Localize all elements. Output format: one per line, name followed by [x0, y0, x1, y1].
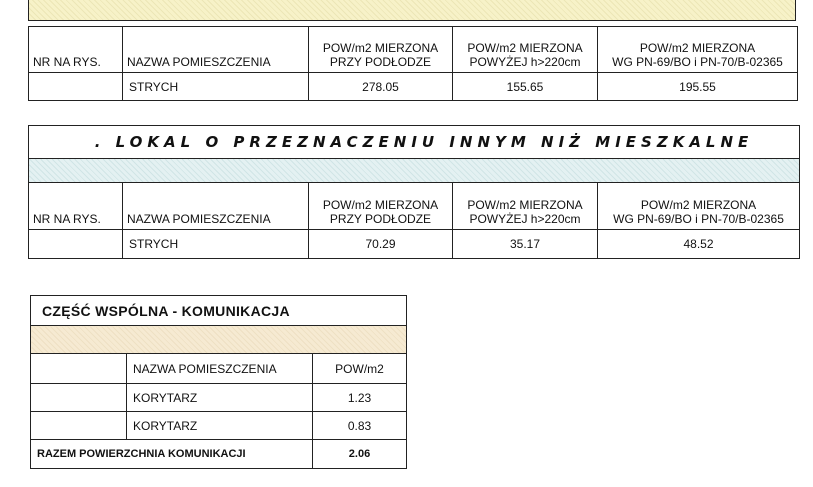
header-area-above: POW/m2 MIERZONA POWYŻEJ h>220cm — [453, 183, 598, 230]
cell-room-name: STRYCH — [123, 73, 309, 101]
hatched-band — [31, 326, 407, 354]
cell-nr — [31, 384, 127, 412]
header-area-norm: POW/m2 MIERZONA WG PN-69/BO i PN-70/B-02365 — [598, 183, 800, 230]
cell-area: 1.23 — [313, 384, 407, 412]
header-nr: NR NA RYS. — [29, 27, 123, 73]
header-floor-area: POW/m2 MIERZONA PRZY PODŁODZE — [309, 27, 453, 73]
common-area-title: CZĘŚĆ WSPÓLNA - KOMUNIKACJA — [31, 296, 407, 326]
cell-floor-area: 70.29 — [309, 230, 453, 259]
total-label: RAZEM POWIERZCHNIA KOMUNIKACJI — [31, 440, 313, 469]
cell-area-above: 35.17 — [453, 230, 598, 259]
cell-nr — [29, 230, 123, 259]
cell-area-norm: 48.52 — [598, 230, 800, 259]
cell-area: 0.83 — [313, 412, 407, 440]
table-row — [29, 230, 800, 259]
header-floor-area: POW/m2 MIERZONA PRZY PODŁODZE — [309, 183, 453, 230]
header-area-norm: POW/m2 MIERZONA WG PN-69/BO i PN-70/B-02365 — [598, 27, 798, 73]
header-room-name: NAZWA POMIESZCZENIA — [127, 354, 313, 384]
cell-floor-area: 278.05 — [309, 73, 453, 101]
cell-nr — [29, 73, 123, 101]
table-residential — [28, 26, 798, 101]
top-hatched-band — [28, 0, 796, 21]
table-row — [31, 412, 407, 440]
cell-room-name: KORYTARZ — [127, 384, 313, 412]
hatched-band — [29, 159, 800, 183]
cell-room-name: KORYTARZ — [127, 412, 313, 440]
cell-nr — [31, 354, 127, 384]
table-row — [29, 73, 798, 101]
handwritten-title: . LOKAL O PRZEZNACZENIU INNYM NIŻ MIESZKALNE — [29, 126, 800, 159]
cell-room-name: STRYCH — [123, 230, 309, 259]
total-value: 2.06 — [313, 440, 407, 469]
cell-nr — [31, 412, 127, 440]
header-area-above: POW/m2 MIERZONA POWYŻEJ h>220cm — [453, 27, 598, 73]
header-room-name: NAZWA POMIESZCZENIA — [123, 27, 309, 73]
table-row — [31, 384, 407, 412]
cell-area-norm: 195.55 — [598, 73, 798, 101]
table-non-residential — [28, 125, 800, 259]
table-common-area — [30, 295, 407, 469]
cell-area-above: 155.65 — [453, 73, 598, 101]
header-nr: NR NA RYS. — [29, 183, 123, 230]
header-area: POW/m2 — [313, 354, 407, 384]
header-room-name: NAZWA POMIESZCZENIA — [123, 183, 309, 230]
